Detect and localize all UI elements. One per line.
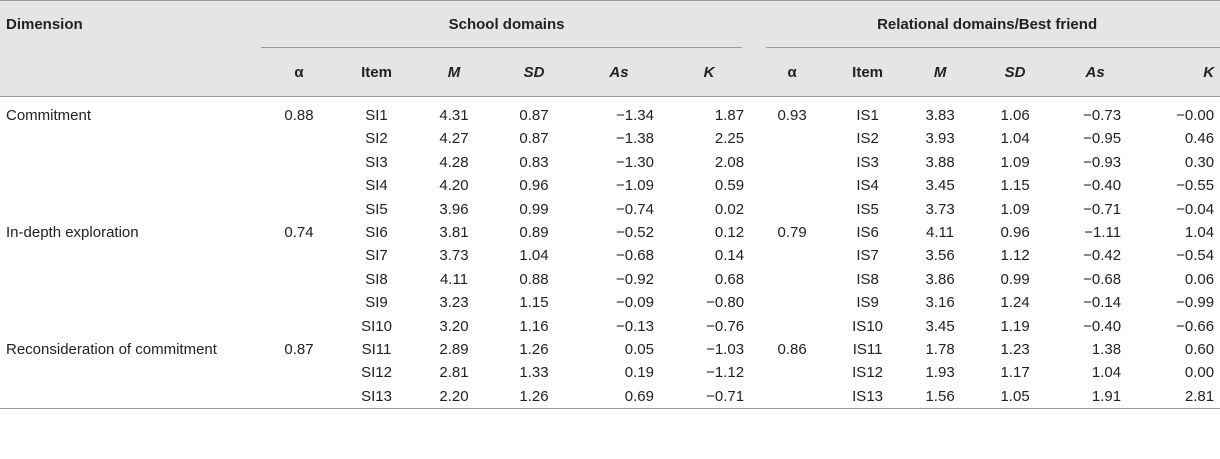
- school-item-cell: SI11: [361, 341, 392, 359]
- school-alpha-cell: 0.87: [284, 341, 314, 359]
- school-as-cell: 0.19: [624, 364, 654, 382]
- relational-group-underline: [766, 47, 1220, 48]
- relational-item-cell: IS7: [856, 247, 879, 265]
- school-item-cell: SI9: [365, 294, 388, 312]
- dimension-cell: [0, 361, 259, 384]
- school-as-cell: −0.09: [616, 294, 654, 312]
- school-k-cell: −1.03: [706, 341, 745, 359]
- relational-alpha-header: α: [754, 48, 830, 97]
- relational-sd-cell: 1.17: [1000, 364, 1030, 382]
- table-row: [0, 315, 1220, 338]
- school-m-cell: 2.81: [439, 364, 469, 382]
- relational-item-cell: IS4: [856, 177, 879, 195]
- school-domains-label: School domains: [448, 16, 565, 33]
- relational-k-cell: 0.06: [1184, 270, 1215, 288]
- school-sd-cell: 1.15: [519, 294, 549, 312]
- relational-k-cell: 0.00: [1184, 364, 1215, 382]
- relational-k-header: K: [1135, 48, 1220, 97]
- relational-m-cell: 3.45: [925, 177, 955, 195]
- school-item-header: Item: [339, 48, 414, 97]
- table-row: [0, 151, 1220, 174]
- relational-sd-cell: 0.96: [1000, 224, 1030, 242]
- school-alpha-cell: 0.74: [284, 224, 314, 242]
- relational-item-header: Item: [830, 48, 905, 97]
- relational-as-cell: −0.40: [1083, 317, 1122, 335]
- table-row: [0, 268, 1220, 291]
- relational-m-cell: 3.45: [925, 317, 955, 335]
- school-k-cell: 0.12: [714, 224, 745, 242]
- relational-alpha-cell: [754, 244, 830, 267]
- relational-as-cell: −1.11: [1084, 224, 1122, 242]
- relational-item-cell: IS10: [852, 317, 883, 335]
- school-m-cell: 4.20: [439, 177, 469, 195]
- dimension-cell: [0, 127, 259, 150]
- relational-item-cell: IS11: [852, 341, 883, 359]
- school-sd-cell: 0.99: [519, 200, 549, 218]
- relational-k-cell: −0.00: [1176, 107, 1215, 124]
- relational-item-cell: IS9: [856, 294, 879, 312]
- table-row: [0, 338, 1220, 361]
- relational-alpha-cell: [754, 198, 830, 221]
- relational-sd-cell: 1.19: [1000, 317, 1030, 335]
- school-item-cell: SI13: [339, 385, 414, 409]
- school-sd-cell: 1.33: [519, 364, 549, 382]
- school-k-cell: 0.59: [714, 177, 745, 195]
- table-row: [0, 244, 1220, 267]
- table-row: [0, 385, 1220, 409]
- school-as-cell: −0.92: [616, 270, 654, 288]
- relational-item-cell: IS12: [852, 364, 883, 382]
- relational-sd-cell: 0.99: [1000, 270, 1030, 288]
- school-as-cell: −0.74: [616, 200, 654, 218]
- school-alpha-cell: [259, 315, 339, 338]
- relational-alpha-cell: [754, 315, 830, 338]
- dimension-cell: [0, 198, 259, 221]
- relational-k-cell: 2.81: [1135, 385, 1220, 409]
- school-k-cell: 0.14: [714, 247, 745, 265]
- relational-m-cell: 3.56: [925, 247, 955, 265]
- relational-alpha-cell: [754, 291, 830, 314]
- relational-as-cell: −0.14: [1083, 294, 1122, 312]
- relational-alpha-cell: [754, 385, 830, 409]
- dimension-cell: [0, 151, 259, 174]
- school-domains-header: [259, 1, 754, 49]
- relational-as-cell: −0.42: [1083, 247, 1122, 265]
- school-sd-cell: 1.16: [519, 317, 549, 335]
- school-m-cell: 3.96: [439, 200, 469, 218]
- relational-k-cell: 0.60: [1184, 341, 1215, 359]
- school-alpha-cell: [259, 361, 339, 384]
- dimension-cell: [0, 268, 259, 291]
- school-as-cell: −0.52: [616, 224, 654, 242]
- relational-m-header: M: [905, 48, 975, 97]
- table-row: [0, 198, 1220, 221]
- school-k-cell: 1.87: [714, 107, 745, 124]
- relational-sd-cell: 1.09: [1000, 153, 1030, 171]
- school-sd-cell: 1.26: [519, 341, 549, 359]
- relational-item-cell: IS1: [856, 107, 879, 124]
- school-as-cell: −1.30: [616, 153, 654, 171]
- relational-alpha-cell: [754, 174, 830, 197]
- dimension-cell: Reconsideration of commitment: [6, 341, 217, 359]
- school-as-cell: −0.13: [616, 317, 654, 335]
- school-sd-cell: 0.87: [519, 107, 549, 124]
- relational-domains-header: [754, 1, 1220, 49]
- relational-as-cell: −0.95: [1083, 130, 1122, 148]
- school-item-cell: SI1: [365, 107, 388, 124]
- relational-sd-cell: 1.06: [1000, 107, 1030, 124]
- school-m-header: M: [414, 48, 494, 97]
- relational-m-cell: 1.56: [905, 385, 975, 409]
- school-item-cell: SI8: [365, 270, 388, 288]
- school-item-cell: SI10: [361, 317, 392, 335]
- relational-as-cell: −0.73: [1083, 107, 1122, 124]
- school-sd-header: SD: [494, 48, 574, 97]
- relational-m-cell: 3.83: [925, 107, 955, 124]
- relational-sd-cell: 1.09: [1000, 200, 1030, 218]
- relational-alpha-cell: [754, 361, 830, 384]
- school-sd-cell: 0.88: [519, 270, 549, 288]
- school-k-cell: −1.12: [706, 364, 745, 382]
- school-item-cell: SI6: [365, 224, 388, 242]
- relational-k-cell: −0.66: [1176, 317, 1215, 335]
- school-k-cell: −0.71: [664, 385, 754, 409]
- dimension-header: Dimension: [0, 1, 259, 49]
- dimension-cell: [0, 244, 259, 267]
- school-item-cell: SI3: [365, 153, 388, 171]
- relational-m-cell: 4.11: [926, 224, 955, 242]
- relational-k-cell: −0.54: [1176, 247, 1215, 265]
- relational-sd-cell: 1.05: [975, 385, 1055, 409]
- relational-k-cell: 0.30: [1184, 153, 1215, 171]
- relational-k-cell: 1.04: [1184, 224, 1215, 242]
- relational-as-cell: −0.68: [1083, 270, 1122, 288]
- school-alpha-header: α: [259, 48, 339, 97]
- school-alpha-cell: [259, 268, 339, 291]
- relational-as-cell: 1.04: [1091, 364, 1122, 382]
- school-item-cell: SI7: [365, 247, 388, 265]
- relational-item-cell: IS13: [830, 385, 905, 409]
- school-m-cell: 4.28: [439, 153, 469, 171]
- school-m-cell: 4.11: [439, 270, 469, 288]
- dimension-cell: [0, 385, 259, 409]
- school-m-cell: 2.89: [439, 341, 469, 359]
- relational-as-cell: −0.40: [1083, 177, 1122, 195]
- school-as-cell: −0.68: [616, 247, 654, 265]
- relational-item-cell: IS5: [856, 200, 879, 218]
- relational-sd-cell: 1.04: [1000, 130, 1030, 148]
- relational-k-cell: 0.46: [1184, 130, 1215, 148]
- school-alpha-cell: [259, 198, 339, 221]
- relational-as-cell: 1.38: [1091, 341, 1122, 359]
- table-row: [0, 291, 1220, 314]
- school-k-cell: −0.76: [706, 317, 745, 335]
- school-as-cell: −1.34: [616, 107, 654, 124]
- school-as-cell: −1.09: [616, 177, 654, 195]
- relational-alpha-cell: [754, 127, 830, 150]
- relational-k-cell: −0.99: [1176, 294, 1215, 312]
- school-k-cell: −0.80: [706, 294, 745, 312]
- dimension-cell: [0, 315, 259, 338]
- school-sd-cell: 1.26: [494, 385, 574, 409]
- relational-m-cell: 3.86: [925, 270, 955, 288]
- relational-sd-cell: 1.23: [1000, 341, 1030, 359]
- relational-as-header: As: [1055, 48, 1135, 97]
- table-row: [0, 174, 1220, 197]
- relational-m-cell: 3.93: [925, 130, 955, 148]
- school-sd-cell: 1.04: [519, 247, 549, 265]
- school-alpha-cell: [259, 244, 339, 267]
- school-sd-cell: 0.83: [519, 153, 549, 171]
- relational-alpha-cell: [754, 268, 830, 291]
- school-m-cell: 3.81: [439, 224, 469, 242]
- table-row: [0, 127, 1220, 150]
- school-alpha-cell: [259, 127, 339, 150]
- school-alpha-cell: 0.88: [284, 107, 314, 124]
- school-m-cell: 3.73: [439, 247, 469, 265]
- relational-m-cell: 1.93: [925, 364, 955, 382]
- table-row: [0, 97, 1220, 128]
- school-sd-cell: 0.89: [519, 224, 549, 242]
- relational-m-cell: 3.73: [925, 200, 955, 218]
- school-k-cell: 0.02: [714, 200, 745, 218]
- school-k-cell: 0.68: [714, 270, 745, 288]
- table-row: [0, 361, 1220, 384]
- school-group-underline: [261, 47, 742, 48]
- school-m-cell: 3.20: [439, 317, 469, 335]
- relational-domains-label: Relational domains/Best friend: [877, 16, 1098, 33]
- relational-sd-header: SD: [975, 48, 1055, 97]
- relational-alpha-cell: 0.86: [777, 341, 807, 359]
- relational-k-cell: −0.04: [1176, 200, 1215, 218]
- school-as-header: As: [574, 48, 664, 97]
- relational-m-cell: 3.16: [925, 294, 955, 312]
- dimension-cell: Commitment: [6, 107, 92, 124]
- school-alpha-cell: [259, 174, 339, 197]
- school-as-cell: 0.69: [574, 385, 664, 409]
- school-sd-cell: 0.96: [519, 177, 549, 195]
- relational-item-cell: IS8: [856, 270, 879, 288]
- school-item-cell: SI2: [365, 130, 388, 148]
- relational-m-cell: 3.88: [925, 153, 955, 171]
- school-m-cell: 3.23: [439, 294, 469, 312]
- table-row: [0, 221, 1220, 244]
- school-k-header: K: [664, 48, 754, 97]
- school-k-cell: 2.25: [714, 130, 745, 148]
- relational-item-cell: IS2: [856, 130, 879, 148]
- relational-sd-cell: 1.24: [1000, 294, 1030, 312]
- relational-k-cell: −0.55: [1176, 177, 1215, 195]
- school-alpha-cell: [259, 385, 339, 409]
- relational-as-cell: 1.91: [1055, 385, 1135, 409]
- table-body: [0, 97, 1220, 409]
- school-m-cell: 4.27: [439, 130, 469, 148]
- relational-alpha-cell: 0.79: [777, 224, 807, 242]
- dimension-cell: [0, 174, 259, 197]
- relational-sd-cell: 1.15: [1000, 177, 1030, 195]
- school-as-cell: −1.38: [616, 130, 654, 148]
- dimension-cell: [0, 291, 259, 314]
- school-k-cell: 2.08: [714, 153, 745, 171]
- school-alpha-cell: [259, 291, 339, 314]
- relational-as-cell: −0.71: [1083, 200, 1122, 218]
- dimension-subheader-empty: [0, 48, 259, 97]
- relational-sd-cell: 1.12: [1000, 247, 1030, 265]
- relational-item-cell: IS6: [856, 224, 879, 242]
- school-as-cell: 0.05: [624, 341, 654, 359]
- relational-item-cell: IS3: [856, 153, 879, 171]
- relational-alpha-cell: 0.93: [777, 107, 807, 124]
- school-alpha-cell: [259, 151, 339, 174]
- school-item-cell: SI5: [365, 200, 388, 218]
- school-sd-cell: 0.87: [519, 130, 549, 148]
- school-m-cell: 4.31: [439, 107, 469, 124]
- school-item-cell: SI4: [365, 177, 388, 195]
- school-m-cell: 2.20: [414, 385, 494, 409]
- relational-as-cell: −0.93: [1083, 153, 1122, 171]
- relational-alpha-cell: [754, 151, 830, 174]
- school-item-cell: SI12: [361, 364, 392, 382]
- relational-m-cell: 1.78: [925, 341, 955, 359]
- dimension-cell: In-depth exploration: [6, 224, 139, 242]
